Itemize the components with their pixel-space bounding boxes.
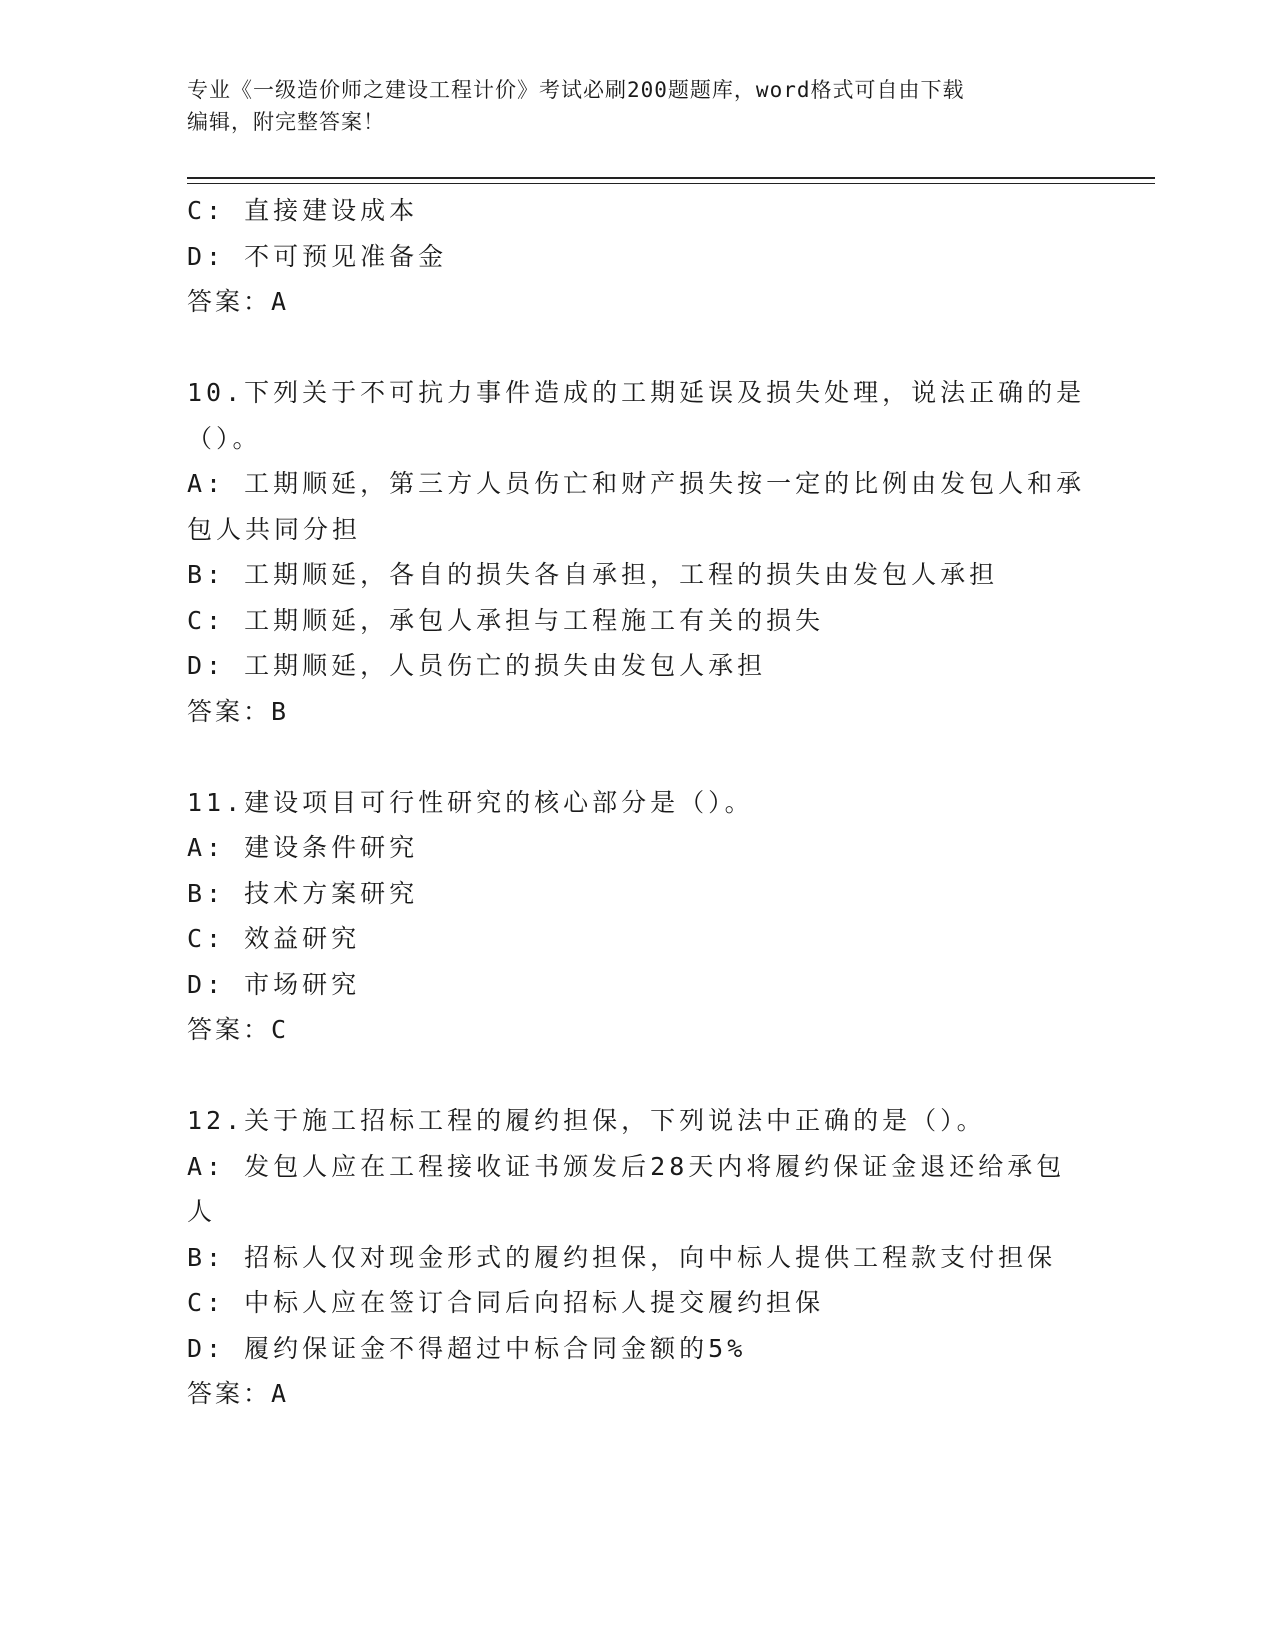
header-rule-thin bbox=[187, 183, 1155, 184]
question-10 bbox=[187, 370, 1087, 734]
question-stem: 11.建设项目可行性研究的核心部分是（）。 bbox=[187, 787, 754, 817]
option-a-cont: 包人共同分担 bbox=[187, 514, 362, 544]
spacer bbox=[187, 1053, 1087, 1099]
option-d: D: 工期顺延，人员伤亡的损失由发包人承担 bbox=[187, 651, 767, 680]
answer: 答案：A bbox=[187, 1379, 290, 1408]
option-d: D: 履约保证金不得超过中标合同金额的5% bbox=[187, 1333, 747, 1363]
option-b: B: 技术方案研究 bbox=[187, 878, 419, 908]
question-stem: 12.关于施工招标工程的履约担保，下列说法中正确的是（）。 bbox=[187, 1106, 986, 1135]
question-stem: 10.下列关于不可抗力事件造成的工期延误及损失处理，说法正确的是 bbox=[187, 378, 1086, 407]
spacer bbox=[187, 734, 1087, 780]
answer: 答案：A bbox=[187, 287, 290, 316]
option-c: C: 中标人应在签订合同后向招标人提交履约担保 bbox=[187, 1288, 825, 1317]
page-header bbox=[187, 74, 1067, 138]
option-a: A: 发包人应在工程接收证书颁发后28天内将履约保证金退还给承包 bbox=[187, 1151, 1066, 1181]
header-rule-thick bbox=[187, 177, 1155, 179]
question-stem-cont: （）。 bbox=[187, 423, 262, 453]
option-a: A: 工期顺延，第三方人员伤亡和财产损失按一定的比例由发包人和承 bbox=[187, 469, 1086, 498]
answer: 答案：C bbox=[187, 1015, 290, 1044]
option-c: C: 工期顺延，承包人承担与工程施工有关的损失 bbox=[187, 605, 825, 635]
answer: 答案：B bbox=[187, 696, 290, 726]
option-a: A: 建设条件研究 bbox=[187, 833, 419, 862]
option-a-cont: 人 bbox=[187, 1197, 217, 1226]
header-line-1: 专业《一级造价师之建设工程计价》考试必刷200题题库，word格式可自由下载 bbox=[187, 78, 965, 102]
option-b: B: 工期顺延，各自的损失各自承担，工程的损失由发包人承担 bbox=[187, 560, 999, 589]
header-line-2: 编辑，附完整答案！ bbox=[187, 110, 385, 134]
option-c: C: 直接建设成本 bbox=[187, 196, 419, 225]
option-d: D: 不可预见准备金 bbox=[187, 241, 448, 271]
question-list bbox=[187, 188, 1087, 1417]
option-d: D: 市场研究 bbox=[187, 969, 361, 999]
spacer bbox=[187, 325, 1087, 371]
option-c: C: 效益研究 bbox=[187, 924, 361, 953]
previous-question-tail bbox=[187, 188, 1087, 325]
option-b: B: 招标人仅对现金形式的履约担保，向中标人提供工程款支付担保 bbox=[187, 1242, 1057, 1272]
question-12 bbox=[187, 1098, 1087, 1417]
question-11 bbox=[187, 780, 1087, 1053]
